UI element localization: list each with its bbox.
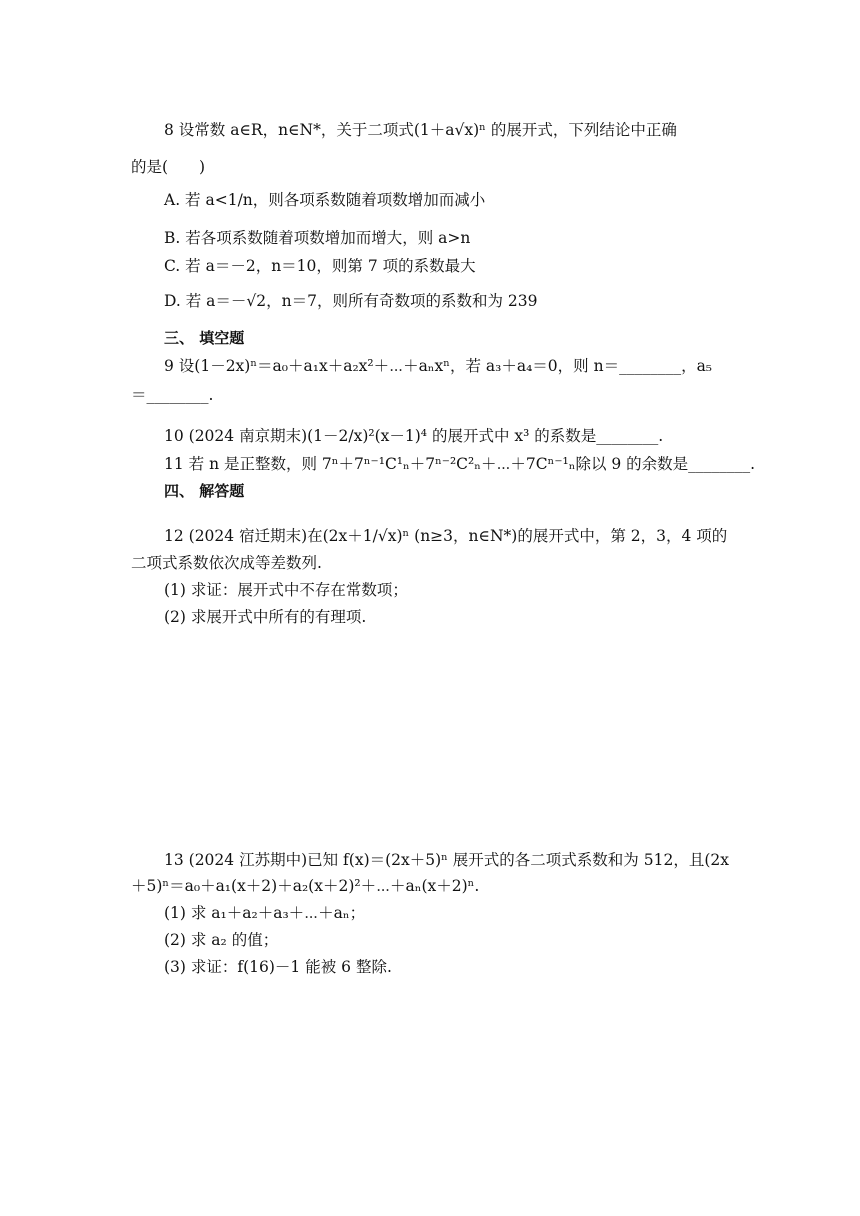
question-12-part-1: (1) 求证：展开式中不存在常数项； [164, 581, 408, 599]
question-8-option-c: C. 若 a＝－2，n＝10，则第 7 项的系数最大 [164, 257, 476, 275]
question-12-line-2: 二项式系数依次成等差数列. [131, 554, 322, 572]
question-13-line-2: ＋5)ⁿ＝a₀＋a₁(x＋2)＋a₂(x＋2)²＋⋯＋aₙ(x＋2)ⁿ. [131, 877, 480, 895]
question-13-part-2: (2) 求 a₂ 的值； [164, 931, 279, 949]
section-heading-fill-in: 三、 填空题 [164, 329, 245, 347]
question-12-line-1: 12 (2024 宿迁期末)在(2x＋1/√x)ⁿ (n≥3，n∈N*)的展开式中，第 2，3，4 项的 [164, 527, 728, 545]
question-8-line-2: 的是( ) [131, 158, 206, 176]
question-9-line-2: ＝________. [131, 386, 214, 404]
question-8-option-a: A. 若 a<1/n，则各项系数随着项数增加而减小 [164, 191, 486, 209]
question-8-option-b: B. 若各项系数随着项数增加而增大，则 a>n [164, 229, 471, 247]
section-heading-solutions: 四、 解答题 [164, 482, 245, 500]
question-11: 11 若 n 是正整数，则 7ⁿ＋7ⁿ⁻¹C¹ₙ＋7ⁿ⁻²C²ₙ＋⋯＋7Cⁿ⁻¹ₙ除以 9 的余数是________. [164, 455, 756, 473]
question-8-option-d: D. 若 a＝－√2，n＝7，则所有奇数项的系数和为 239 [164, 292, 538, 310]
question-12-part-2: (2) 求展开式中所有的有理项. [164, 608, 367, 626]
question-13-part-1: (1) 求 a₁＋a₂＋a₃＋⋯＋aₙ； [164, 904, 366, 922]
question-9-line-1: 9 设(1－2x)ⁿ＝a₀＋a₁x＋a₂x²＋⋯＋aₙxⁿ，若 a₃＋a₄＝0，则 n＝________，a₅ [164, 357, 713, 375]
question-10: 10 (2024 南京期末)(1－2/x)²(x－1)⁴ 的展开式中 x³ 的系数是________. [164, 427, 664, 445]
question-13-line-1: 13 (2024 江苏期中)已知 f(x)＝(2x＋5)ⁿ 展开式的各二项式系数和为 512，且(2x [164, 851, 729, 869]
question-13-part-3: (3) 求证：f(16)－1 能被 6 整除. [164, 958, 392, 976]
question-8-line-1: 8 设常数 a∈R，n∈N*，关于二项式(1＋a√x)ⁿ 的展开式，下列结论中正确 [164, 121, 677, 139]
